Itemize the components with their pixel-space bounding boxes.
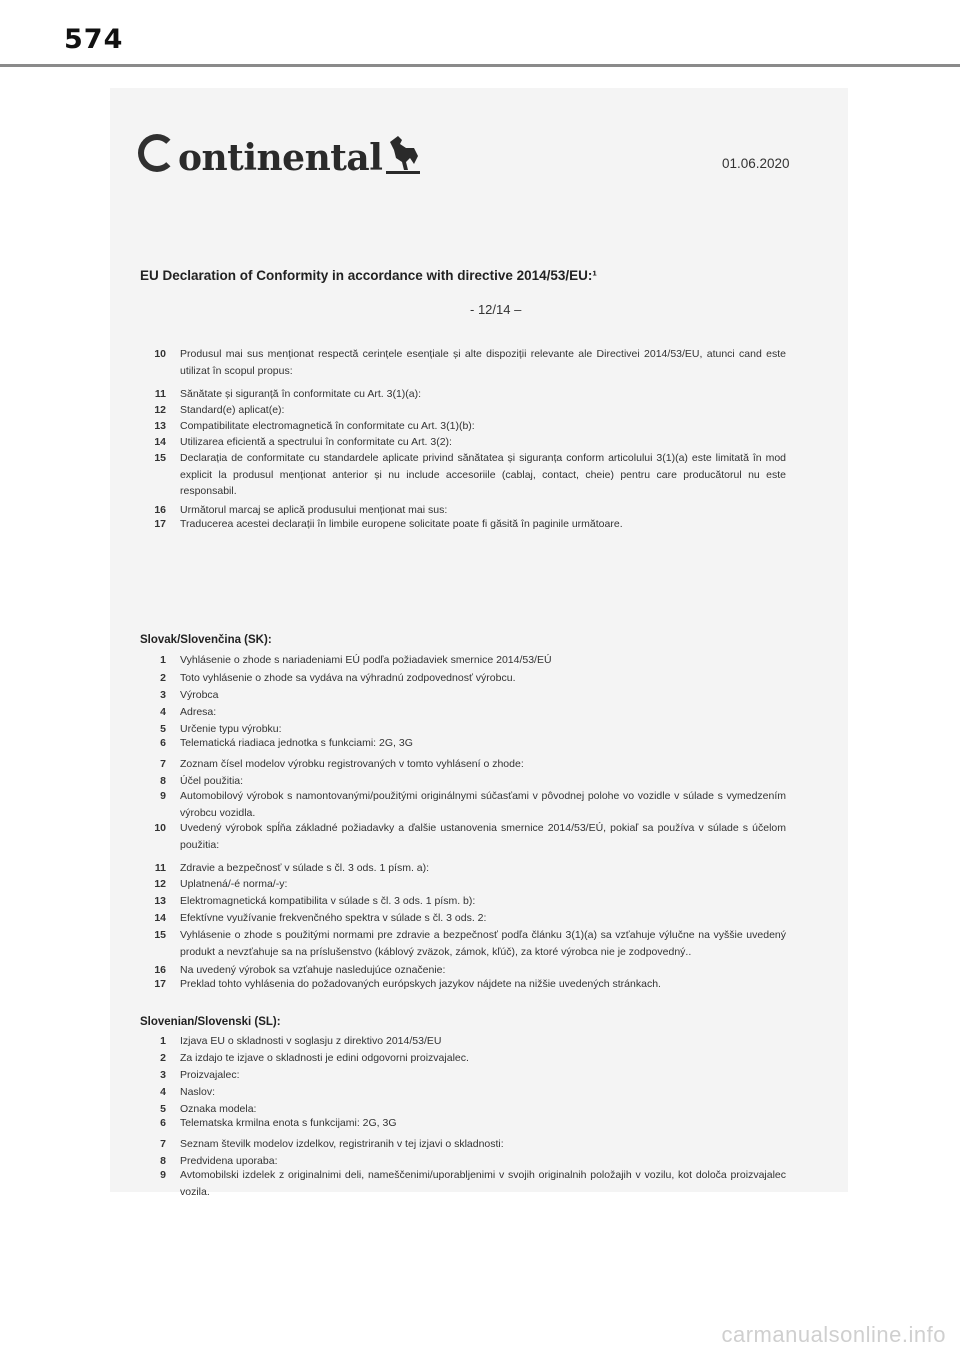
logo-c-mark <box>138 134 176 172</box>
document-title: EU Declaration of Conformity in accordance with directive 2014/53/EU:¹ <box>140 268 597 283</box>
watermark: carmanualsonline.info <box>721 1322 946 1347</box>
page-number: 574 <box>64 24 124 55</box>
horse-icon <box>386 134 420 174</box>
scanned-declaration: ontinental 01.06.2020 EU Declaration of Conformity in accordance with directive 2014/53/EU:¹ - 12/14 – 10 Produsul mai sus menționat respectă cerințele esențiale și alte dispoziții relevante ale Directivei 2014/53/EU, atunci cand este utilizat în scopul propus: 11 Sănătate și siguranță în conformitate cu Art. 3(1)(a): 12 Standard(e) aplicat(e): 13 Compatibilitate electromagnetică în conformitate cu Art. 3(1)(b): 14 Utilizarea eficientă a spectrului în conformitate cu Art. 3(2): 15 Declarația de conformitate cu standardele aplicate privind sănătatea și siguranța conform articolului 3(1)(a) este limitată în mod explicit la produsul menționat anterior și nu include accesoriile (cablaj, contact, cheie) pentru care producătorul nu este responsabil. 16 Următorul marcaj se aplică produsului menționat mai sus: 17 Traducerea acestei declarații în limbile europene solicitate poate fi găsită în paginile următoare. Slovak/Slovenčina (SK): 1 Vyhlásenie o zhode s nariadeniami EÚ podľa požiadaviek smernice 2014/53/EÚ 2 Toto vyhlásenie o zhode sa vydáva na výhradnú zodpovednosť výrobcu. 3 Výrobca 4 Adresa: 5 Určenie typu výrobku: 6 Telematická riadiaca jednotka s funkciami: 2G, 3G 7 Zoznam čísel modelov výrobku registrovaných v tomto vyhlásení o zhode: 8 Účel použitia: 9 Automobilový výrobok s namontovanými/použitými originálnymi súčasťami v pôvodnej polohe vo vozidle v súlade s vymedzením výrobcu vozidla. 10 Uvedený výrobok spĺňa základné požiadavky a ďalšie ustanovenia smernice 2014/53/EÚ, pokiaľ sa používa v súlade s účelom použitia: 11 Zdravie a bezpečnosť v súlade s čl. 3 ods. 1 písm. a): 12 Uplatnená/-é norma/-y: 13 Elektromagnetická kompatibilita v súlade s čl. 3 ods. 1 písm. b): 14 Efektívne využívanie frekvenčného spektra v súlade s čl. 3 ods. 2: 15 Vyhlásenie o zhode s použitými normami pre zdravie a bezpečnosť podľa článku 3(1)(a) sa vzťahuje výlučne na vyššie uvedený produkt a nevzťahuje sa na príslušenstvo (káblový zväzok, zámok, kľúč), za ktoré výrobca nie je zodpovedný.. 16 Na uvedený výrobok sa vzťahuje nasledujúce označenie: 17 Preklad tohto vyhlásenia do požadovaných európskych jazykov nájdete na nižšie uvedených stránkach. Slovenian/Slovenski (SL): 1 Izjava EU o skladnosti v soglasju z direktivo 2014/53/EU 2 Za izdajo te izjave o skladnosti je edini odgovorni proizvajalec. 3 Proizvajalec: 4 Naslov: 5 Oznaka modela: 6 Telematska krmilna enota s funkcijami: 2G, 3G 7 Seznam številk modelov izdelkov, registriranih v tej izjavi o skladnosti: 8 Predvidena uporaba: 9 Avtomobilski izdelek z originalnimi deli, nameščenimi/uporabljenimi v svojih originalnih položajih v vozilu, kot določa proizvajalec vozila. <box>110 88 848 1192</box>
continental-logo <box>138 126 420 179</box>
section-heading-slovenian: Slovenian/Slovenski (SL): <box>140 1016 281 1028</box>
header-rule <box>0 64 960 67</box>
logo-wordmark: ontinental <box>178 137 383 179</box>
section-heading-slovak: Slovak/Slovenčina (SK): <box>140 634 272 646</box>
document-page-indicator: - 12/14 – <box>470 302 522 317</box>
document-date: 01.06.2020 <box>722 156 790 171</box>
